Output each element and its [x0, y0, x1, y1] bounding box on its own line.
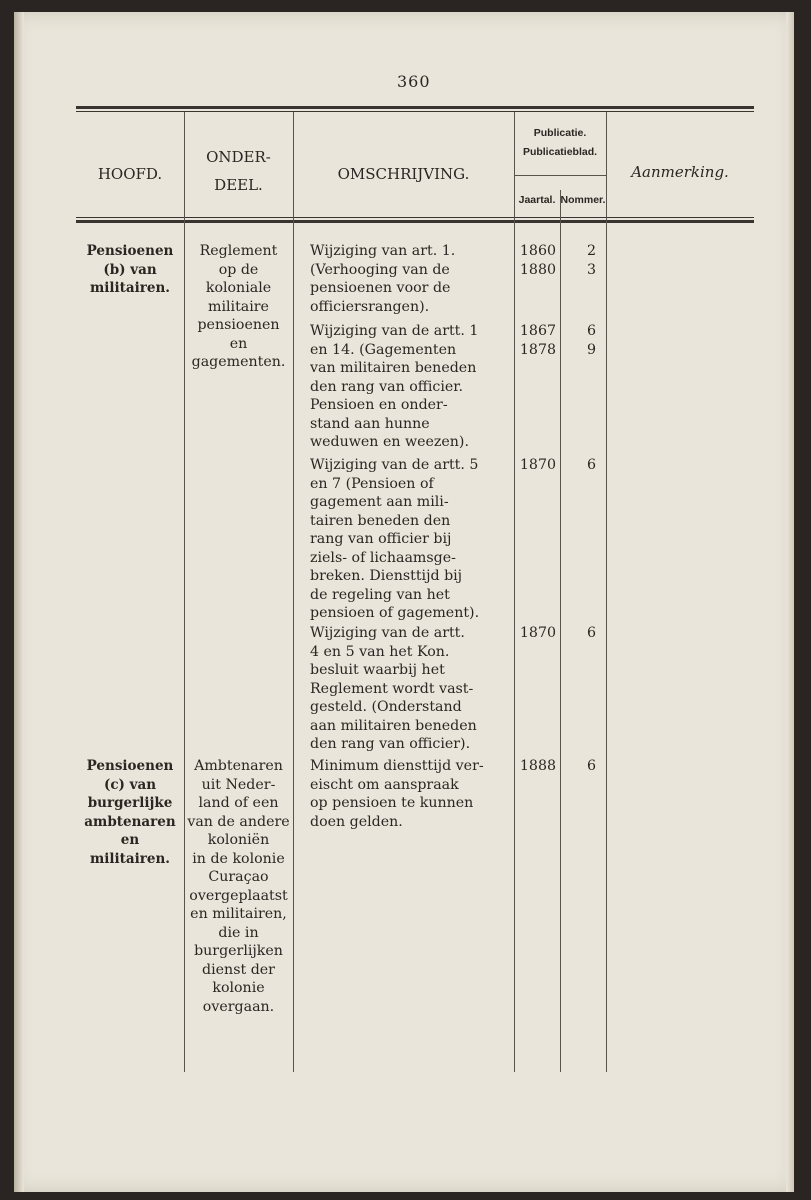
- onderdeel-line: Reglement: [199, 243, 278, 259]
- jaartal-value: 1860: [519, 243, 556, 259]
- jaartal-value: 1878: [519, 341, 556, 358]
- onderdeel-line: kolonie: [212, 980, 265, 996]
- description-line: officiersrangen).: [310, 298, 430, 315]
- hoofd-line: (c) van: [103, 776, 157, 793]
- entry-description: [310, 456, 514, 623]
- entry-numbers: [560, 322, 596, 359]
- onderdeel-line: en militairen,: [190, 906, 287, 922]
- hoofd-line: en: [120, 832, 140, 848]
- entry-years: [514, 242, 556, 279]
- description-line: besluit waarbij het: [310, 662, 445, 678]
- onderdeel-line: van de andere: [187, 813, 290, 830]
- description-line: Minimum diensttijd ver-: [310, 758, 484, 774]
- column-divider: [293, 112, 294, 1072]
- header-rule-thin: [76, 217, 754, 218]
- page-edge-left: [14, 12, 24, 1192]
- description-line: den rang van officier.: [310, 378, 463, 395]
- entry-numbers: [560, 242, 596, 279]
- description-line: de regeling van het: [310, 586, 450, 603]
- onderdeel-line: koloniën: [207, 832, 270, 848]
- description-line: stand aan hunne: [310, 415, 430, 432]
- description-line: eischt om aanspraak: [310, 776, 459, 793]
- jaartal-value: 1867: [519, 323, 556, 339]
- column-divider: [606, 112, 607, 1072]
- description-line: ziels- of lichaamsge-: [310, 549, 456, 566]
- onderdeel-line: dienst der: [202, 961, 275, 978]
- description-line: Wijziging van de artt.: [310, 625, 465, 641]
- hoofd-line: Pensioenen: [86, 243, 174, 259]
- description-line: aan militairen beneden: [310, 717, 477, 734]
- publicatie-subrule: [514, 175, 606, 176]
- header-omschrijving: OMSCHRIJVING.: [337, 165, 470, 183]
- description-line: doen gelden.: [310, 813, 403, 830]
- description-line: gagement aan mili-: [310, 494, 449, 510]
- description-line: den rang van officier).: [310, 736, 471, 752]
- nommer-value: 6: [586, 323, 596, 339]
- hoofd-group-b: [76, 242, 184, 298]
- description-line: van militairen beneden: [310, 360, 477, 376]
- onderdeel-line: in de kolonie: [192, 850, 285, 867]
- entry-years: [514, 757, 556, 776]
- onderdeel-line: op de: [218, 261, 259, 278]
- top-rule-thin: [76, 111, 754, 112]
- description-line: pensioen of gagement).: [310, 605, 480, 621]
- description-line: weduwen en weezen).: [310, 434, 469, 450]
- onderdeel-line: uit Neder-: [201, 776, 276, 793]
- hoofd-line: militairen.: [90, 280, 170, 296]
- header-rule-thick: [76, 220, 754, 223]
- description-line: rang van officier bij: [310, 531, 452, 547]
- description-line: tairen beneden den: [310, 512, 451, 529]
- jaartal-value: 1880: [519, 261, 556, 278]
- nommer-value: 9: [586, 341, 596, 358]
- description-line: (Verhooging van de: [310, 261, 450, 278]
- hoofd-line: Pensioenen: [86, 758, 174, 774]
- description-line: Wijziging van art. 1.: [310, 243, 456, 259]
- description-line: en 14. (Gagementen: [310, 341, 457, 358]
- onderdeel-group-b: [184, 242, 293, 372]
- nommer-value: 6: [586, 625, 596, 641]
- nommer-value: 6: [586, 758, 596, 774]
- onderdeel-line: die in: [218, 924, 259, 941]
- header-hoofd: HOOFD.: [97, 165, 163, 183]
- hoofd-group-c: [76, 757, 184, 868]
- description-line: gesteld. (Onderstand: [310, 699, 462, 715]
- entry-description: [310, 322, 514, 452]
- onderdeel-line: burgerlijken: [194, 943, 283, 959]
- description-line: pensioenen voor de: [310, 280, 451, 296]
- nommer-value: 2: [586, 243, 596, 259]
- onderdeel-group-c: [184, 757, 293, 1016]
- entry-numbers: [560, 757, 596, 776]
- description-line: Wijziging van de artt. 1: [310, 323, 479, 339]
- header-publicatieblad: Publicatieblad.: [522, 146, 598, 158]
- onderdeel-line: koloniale: [205, 280, 272, 296]
- entry-description: [310, 624, 514, 754]
- hoofd-line: (b) van: [103, 261, 157, 278]
- description-line: Reglement wordt vast-: [310, 680, 474, 697]
- onderdeel-line: gagementen.: [191, 354, 286, 370]
- onderdeel-line: overgaan.: [202, 998, 275, 1015]
- onderdeel-line: Ambtenaren: [194, 758, 283, 774]
- hoofd-line: burgerlijke: [87, 795, 173, 811]
- nommer-value: 3: [586, 261, 596, 278]
- entry-description: [310, 757, 514, 831]
- description-line: breken. Diensttijd bij: [310, 568, 463, 584]
- header-nommer: Nommer.: [560, 194, 606, 206]
- onderdeel-line: Curaçao: [208, 869, 269, 885]
- entry-numbers: [560, 624, 596, 643]
- header-onderdeel-line2: DEEL.: [214, 176, 263, 194]
- onderdeel-line: en: [229, 335, 248, 352]
- nommer-value: 6: [586, 457, 596, 473]
- header-onderdeel-line1: ONDER-: [206, 148, 271, 166]
- onderdeel-line: land of een: [198, 795, 279, 811]
- description-line: en 7 (Pensioen of: [310, 475, 434, 492]
- onderdeel-line: overgeplaatst: [189, 887, 288, 904]
- description-line: op pensioen te kunnen: [310, 795, 474, 811]
- page-edge-right: [786, 12, 794, 1192]
- onderdeel-line: militaire: [208, 298, 269, 315]
- header-jaartal: Jaartal.: [518, 194, 556, 206]
- book-page: [14, 12, 794, 1192]
- top-rule-thick: [76, 106, 754, 109]
- entry-years: [514, 456, 556, 475]
- description-line: Pensioen en onder-: [310, 397, 448, 413]
- jaartal-value: 1888: [519, 758, 556, 774]
- description-line: Wijziging van de artt. 5: [310, 457, 479, 473]
- header-aanmerking: Aanmerking.: [631, 163, 729, 181]
- description-line: 4 en 5 van het Kon.: [310, 643, 450, 660]
- header-publicatie: Publicatie.: [533, 127, 587, 139]
- entry-years: [514, 624, 556, 643]
- entry-years: [514, 322, 556, 359]
- onderdeel-line: pensioenen: [197, 317, 280, 333]
- hoofd-line: ambtenaren: [84, 813, 176, 830]
- page-number: 360: [397, 72, 431, 91]
- entry-numbers: [560, 456, 596, 475]
- hoofd-line: militairen.: [90, 850, 170, 867]
- jaartal-value: 1870: [519, 625, 556, 641]
- entry-description: [310, 242, 514, 316]
- jaartal-value: 1870: [519, 457, 556, 473]
